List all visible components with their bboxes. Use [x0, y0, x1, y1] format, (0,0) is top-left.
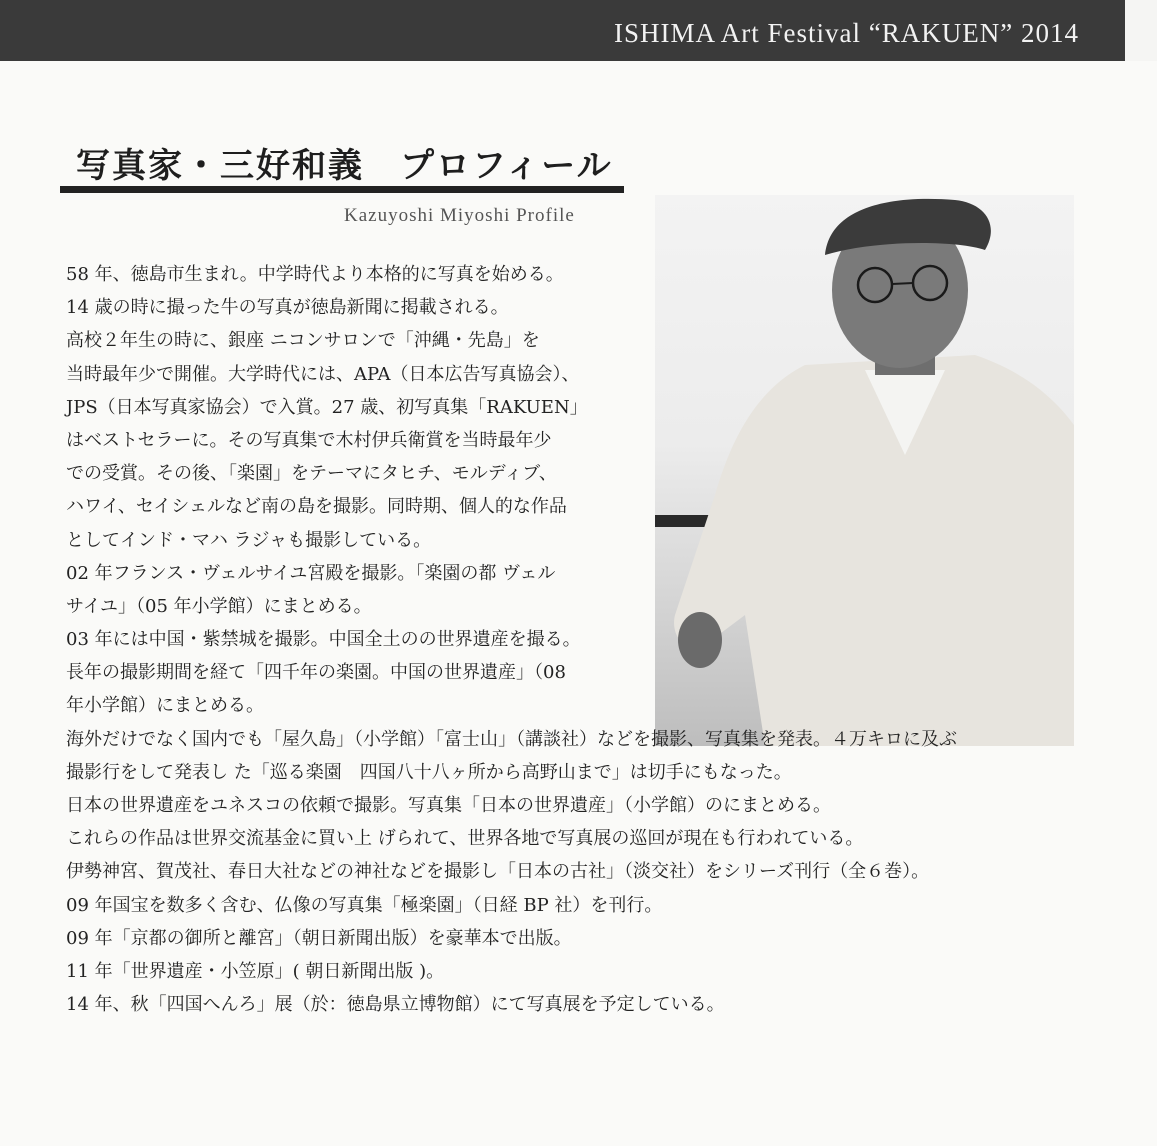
bio-line: JPS（日本写真家協会）で入賞。27 歳、初写真集「RAKUEN」 [66, 396, 588, 418]
bio-line: はベストセラーに。その写真集で木村伊兵衛賞を当時最年少 [66, 429, 552, 451]
bio-line: 09 年国宝を数多く含む、仏像の写真集「極楽園」（日経 BP 社）を刊行。 [66, 894, 663, 916]
header-bar [0, 0, 1125, 61]
bio-line: 伊勢神宮、賀茂社、春日大社などの神社などを撮影し「日本の古社」（淡交社）をシリーズ刊行（全６巻）。 [66, 861, 930, 883]
bio-line: サイユ」（05 年小学館）にまとめる。 [66, 595, 372, 617]
header-title: ISHIMA Art Festival “RAKUEN” 2014 [614, 18, 1079, 48]
biography-text [66, 258, 957, 1021]
bio-line: 当時最年少で開催。大学時代には、APA（日本広告写真協会）、 [66, 363, 580, 385]
page-title: 写真家・三好和義 プロフィール [76, 146, 613, 186]
bio-line: としてインド・マハ ラジャも撮影している。 [66, 529, 432, 551]
bio-line: 撮影行をして発表し た「巡る楽園 四国八十八ヶ所から高野山まで」は切手にもなった。 [66, 761, 792, 783]
bio-line: これらの作品は世界交流基金に買い上 げられて、世界各地で写真展の巡回が現在も行われている。 [66, 828, 864, 850]
bio-line: 海外だけでなく国内でも「屋久島」（小学館）「富士山」（講談社）などを撮影、写真集を発表。４万キロに及ぶ [66, 728, 957, 750]
bio-line: 09 年「京都の御所と離宮」（朝日新聞出版）を豪華本で出版。 [66, 927, 572, 949]
bio-line: での受賞。その後、「楽園」をテーマにタヒチ、モルディブ、 [66, 463, 557, 485]
bio-line: 02 年フランス・ヴェルサイユ宮殿を撮影。「楽園の都 ヴェル [66, 562, 556, 584]
page-subtitle: Kazuyoshi Miyoshi Profile [344, 205, 575, 226]
bio-line: 日本の世界遺産をユネスコの依頼で撮影。写真集「日本の世界遺産」（小学館）のにまとめる。 [66, 795, 831, 816]
bio-line: ハワイ、セイシェルなど南の島を撮影。同時期、個人的な作品 [66, 496, 567, 518]
bio-line: 14 歳の時に撮った牛の写真が徳島新聞に掲載される。 [66, 297, 509, 319]
bio-line: 11 年「世界遺産・小笠原」( 朝日新聞出版 )。 [66, 960, 445, 982]
right-margin-strip [1125, 0, 1157, 61]
bio-line: 58 年、徳島市生まれ。中学時代より本格的に写真を始める。 [66, 264, 564, 285]
bio-line: 年小学館）にまとめる。 [66, 695, 264, 717]
bio-line: 長年の撮影期間を経て「四千年の楽園。中国の世界遺産」（08 [66, 662, 566, 684]
bio-line: 高校２年生の時に、銀座 ニコンサロンで「沖縄・先島」を [66, 330, 540, 352]
bio-line: 03 年には中国・紫禁城を撮影。中国全土のの世界遺産を撮る。 [66, 629, 581, 651]
title-underline [60, 186, 624, 193]
bio-line: 14 年、秋「四国へんろ」展（於：徳島県立博物館）にて写真展を予定している。 [66, 994, 725, 1016]
